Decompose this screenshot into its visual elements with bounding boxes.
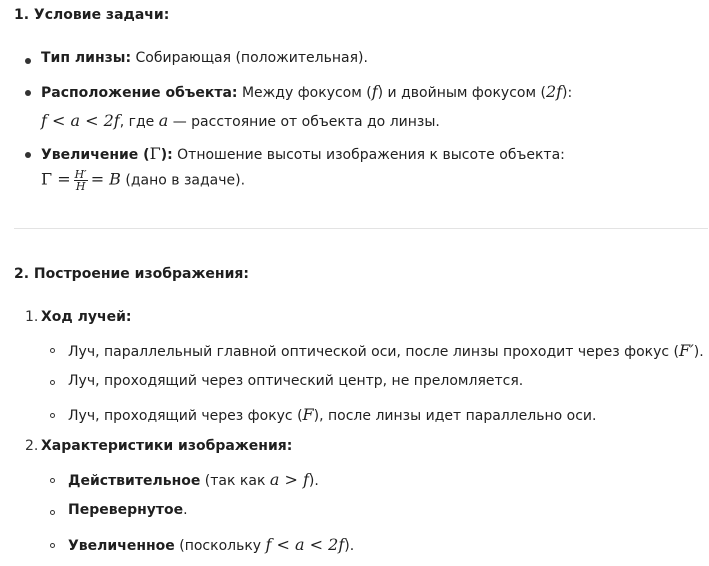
- math-a-gt-f: a > f: [269, 470, 309, 489]
- text: (поскольку: [174, 538, 266, 554]
- list-number: 1.: [25, 309, 39, 325]
- text: Между фокусом (: [237, 85, 372, 101]
- formula-line: [41, 111, 440, 130]
- text: Собирающая (положительная).: [131, 50, 368, 66]
- bullet: [25, 58, 31, 64]
- bullet-ring: [50, 380, 55, 385]
- text: ), после линзы идет параллельно оси.: [313, 408, 597, 424]
- math-lhs: Γ =: [41, 169, 71, 189]
- text: , где: [119, 114, 159, 130]
- divider: [14, 228, 708, 229]
- list-item-object-position: [41, 82, 572, 101]
- bullet-ring: [50, 543, 55, 548]
- text: Луч, проходящий через фокус (: [68, 408, 303, 424]
- bold-term: Увеличенное: [68, 538, 175, 554]
- list-item-ray-2: [68, 373, 523, 389]
- subsection-ray-path: Ход лучей:: [41, 309, 132, 325]
- text: ) и двойным фокусом (: [377, 85, 546, 101]
- bold-term: Перевернутое: [68, 502, 184, 518]
- section-1-title: 1. Условие задачи:: [14, 7, 170, 23]
- list-item-real: [68, 470, 319, 489]
- text: ).: [308, 473, 319, 489]
- text: Отношение высоты изображения к высоте объекта:: [172, 147, 565, 163]
- list-item-ray-1: [68, 341, 704, 360]
- list-item-ray-3: [68, 405, 596, 424]
- label: Тип линзы:: [41, 50, 132, 66]
- section-2-title: 2. Построение изображения:: [14, 266, 249, 282]
- text: (дано в задаче).: [120, 172, 246, 189]
- list-item-inverted: [68, 502, 188, 518]
- text: Луч, проходящий через оптический центр, не преломляется.: [68, 373, 524, 389]
- text: ):: [562, 85, 573, 101]
- bullet-ring: [50, 348, 55, 353]
- bold-term: Действительное: [68, 473, 201, 489]
- math-gamma: Γ: [149, 144, 161, 163]
- text: ).: [693, 344, 704, 360]
- text: — расстояние от объекта до линзы.: [168, 114, 440, 130]
- math-a: a: [158, 111, 169, 130]
- text: Луч, параллельный главной оптической оси, после линзы проходит через фокус (: [68, 344, 680, 360]
- bullet-ring: [50, 510, 55, 515]
- bullet-ring: [50, 413, 55, 418]
- list-number: 2.: [25, 438, 39, 454]
- list-item-magnified: [68, 535, 354, 554]
- label: Увеличение (: [41, 147, 150, 163]
- math-inequality: f < a < 2f: [265, 535, 345, 554]
- math-rhs: = B: [90, 169, 121, 189]
- label-end: ):: [160, 147, 173, 163]
- bullet-ring: [50, 478, 55, 483]
- list-item-magnification: [41, 144, 565, 163]
- fraction: [74, 169, 88, 192]
- math-inequality: f < a < 2f: [41, 111, 120, 130]
- bullet: [25, 152, 31, 158]
- text: .: [183, 502, 188, 518]
- label: Расположение объекта:: [41, 85, 238, 101]
- math-F: F: [302, 405, 314, 424]
- subsection-image-characteristics: Характеристики изображения:: [41, 438, 293, 454]
- math-f: f: [371, 82, 378, 101]
- math-f-prime: F′: [679, 341, 694, 360]
- list-item-lens-type: [41, 50, 368, 66]
- math-2f: 2f: [545, 82, 563, 101]
- fraction-denominator: H: [75, 180, 86, 193]
- formula-magnification: [41, 169, 245, 192]
- text: (так как: [200, 473, 270, 489]
- bullet: [25, 90, 31, 96]
- fraction-numerator: H′: [74, 168, 87, 181]
- text: ).: [344, 538, 355, 554]
